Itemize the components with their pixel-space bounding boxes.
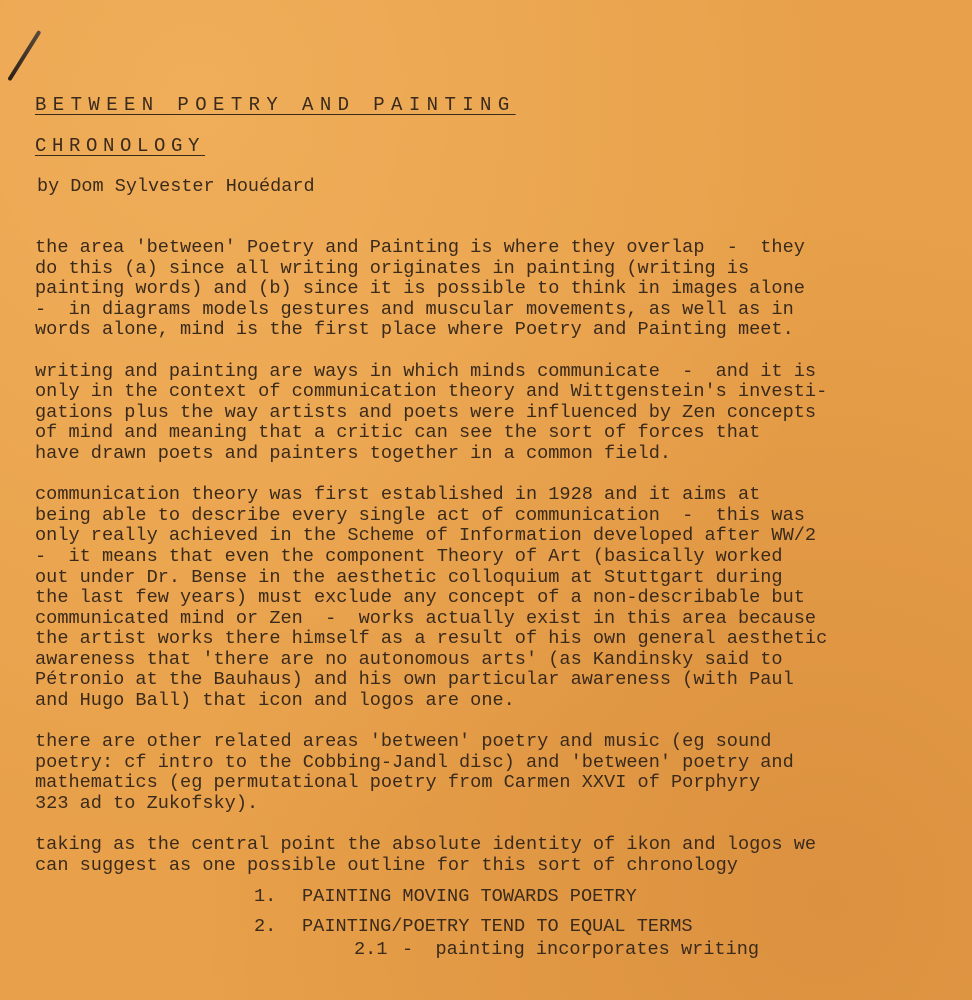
text-line: Pétronio at the Bauhaus) and his own particular awareness (with Paul <box>35 669 794 691</box>
text-line: only in the context of communication theory and Wittgenstein's investi- <box>35 381 828 403</box>
paragraph-3 <box>35 485 935 712</box>
outline-item-2 <box>254 916 693 937</box>
outline-text: PAINTING MOVING TOWARDS POETRY <box>302 886 637 907</box>
text-line: poetry: cf intro to the Cobbing-Jandl disc) and 'between' poetry and <box>35 751 794 773</box>
text-line: have drawn poets and painters together in a common field. <box>35 442 672 464</box>
text-line: the last few years) must exclude any concept of a non-describable but <box>35 587 805 609</box>
text-line: - in diagrams models gestures and muscular movements, as well as in <box>35 298 794 320</box>
outline-item-1 <box>254 886 637 907</box>
document-body <box>35 238 935 897</box>
text-line: out under Dr. Bense in the aesthetic colloquium at Stuttgart during <box>35 566 783 588</box>
paragraph-1 <box>35 238 935 341</box>
outline-text: - painting incorporates writing <box>402 939 760 960</box>
text-line: mathematics (eg permutational poetry from Carmen XXVI of Porphyry <box>35 772 761 794</box>
text-line: the area 'between' Poetry and Painting is where they overlap - they <box>35 237 805 258</box>
outline-number: 1. <box>254 886 277 907</box>
paragraph-5 <box>35 835 935 876</box>
text-line: - it means that even the component Theory of Art (basically worked <box>35 545 783 567</box>
text-line: and Hugo Ball) that icon and logos are one. <box>35 690 515 712</box>
text-line: taking as the central point the absolute identity of ikon and logos we <box>35 834 817 856</box>
text-line: painting words) and (b) since it is possible to think in images alone <box>35 278 805 300</box>
text-line: the artist works there himself as a result of his own general aesthetic <box>35 628 828 650</box>
text-line: gations plus the way artists and poets were influenced by Zen concepts <box>35 401 817 423</box>
text-line: words alone, mind is the first place where Poetry and Painting meet. <box>35 319 794 341</box>
document-title: BETWEEN POETRY AND PAINTING <box>35 94 516 116</box>
text-line: writing and painting are ways in which minds communicate - and it is <box>35 360 817 382</box>
paragraph-4 <box>35 732 935 814</box>
text-line: awareness that 'there are no autonomous arts' (as Kandinsky said to <box>35 648 783 670</box>
text-line: only really achieved in the Scheme of Information developed after WW/2 <box>35 525 817 547</box>
text-line: being able to describe every single act of communication - this was <box>35 504 805 526</box>
paragraph-2 <box>35 362 935 465</box>
outline-item-2-1 <box>354 939 759 960</box>
author-line: by Dom Sylvester Houédard <box>37 176 315 197</box>
text-line: communication theory was first established in 1928 and it aims at <box>35 484 761 506</box>
staple-pin-mark <box>7 30 41 81</box>
outline-number: 2.1 <box>354 939 388 960</box>
text-line: do this (a) since all writing originates in painting (writing is <box>35 257 750 279</box>
text-line: can suggest as one possible outline for this sort of chronology <box>35 854 738 876</box>
outline-number: 2. <box>254 916 277 937</box>
document-subtitle: CHRONOLOGY <box>35 135 206 157</box>
text-line: communicated mind or Zen - works actually exist in this area because <box>35 607 817 629</box>
text-line: 323 ad to Zukofsky). <box>35 793 259 815</box>
text-line: there are other related areas 'between' poetry and music (eg sound <box>35 731 772 753</box>
outline-text: PAINTING/POETRY TEND TO EQUAL TERMS <box>302 916 693 937</box>
text-line: of mind and meaning that a critic can see the sort of forces that <box>35 422 761 444</box>
